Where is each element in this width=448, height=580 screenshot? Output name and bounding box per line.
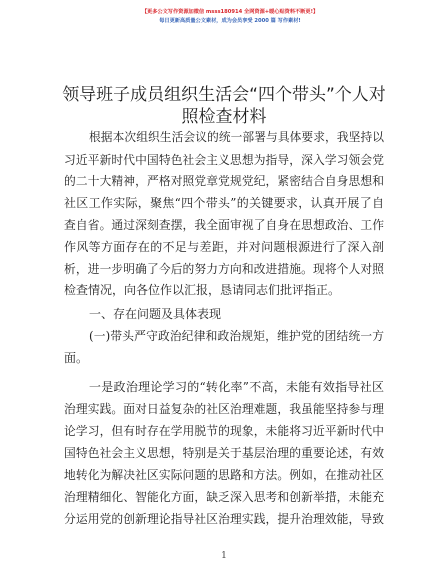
body-line: 社区工作实际，聚焦“四个带头”的关键要求，认真开展了自 bbox=[64, 196, 384, 210]
page-number: 1 bbox=[221, 551, 227, 561]
document-title-line-2: 照检查材料 bbox=[181, 107, 267, 127]
body-line: 治理实践。面对日益复杂的社区治理难题，我虽能坚持参与理 bbox=[64, 402, 384, 416]
promo-banner-line-2: 每日更新高质量公文素材，成为会员享受 2000 篇 写作素材! bbox=[159, 18, 301, 24]
subsection-heading: (一)带头严守政治纪律和政治规矩，维护党的团结统一方 bbox=[89, 329, 384, 343]
body-line: 作风等方面存在的不足与差距，并对问题根源进行了深入剖 bbox=[64, 240, 384, 254]
body-line: 查自省。通过深刻查摆，我全面审视了自身在思想政治、工作 bbox=[64, 218, 384, 232]
body-line: 的二十大精神，严格对照党章党规党纪，紧密结合自身思想和 bbox=[64, 174, 384, 188]
body-line: 习近平新时代中国特色社会主义思想为指导，深入学习领会党 bbox=[64, 153, 384, 167]
body-line: 国特色社会主义思想，特别是关于基层治理的重要论述，有效 bbox=[64, 446, 384, 460]
body-line: 根据本次组织生活会议的统一部署与具体要求，我坚持以 bbox=[89, 130, 384, 144]
body-line: 析，进一步明确了今后的努力方向和改进措施。现将个人对照 bbox=[64, 262, 384, 276]
promo-banner bbox=[95, 8, 365, 26]
body-line: 检查情况，向各位作以汇报，恳请同志们批评指正。 bbox=[64, 283, 341, 297]
body-line: 治理精细化、智能化方面，缺乏深入思考和创新举措，未能充 bbox=[64, 490, 384, 504]
section-heading: 一、存在问题及具体表现 bbox=[89, 307, 222, 321]
body-line: 分运用党的创新理论指导社区治理实践，提升治理效能，导致 bbox=[64, 512, 384, 526]
body-line: 一是政治理论学习的“转化率”不高，未能有效指导社区 bbox=[89, 380, 384, 394]
document-title-line-1: 领导班子成员组织生活会“四个带头”个人对 bbox=[62, 85, 386, 105]
promo-banner-line-1: 【更多公文写作资源加微信 msss180914 全网资源+暖心贴资料不断更!】 bbox=[141, 9, 319, 15]
subsection-heading-cont: 面。 bbox=[64, 351, 89, 365]
body-line: 地转化为解决社区实际问题的思路和方法。例如，在推动社区 bbox=[64, 468, 384, 482]
body-line: 论学习，但有时存在学用脱节的现象，未能将习近平新时代中 bbox=[64, 424, 384, 438]
